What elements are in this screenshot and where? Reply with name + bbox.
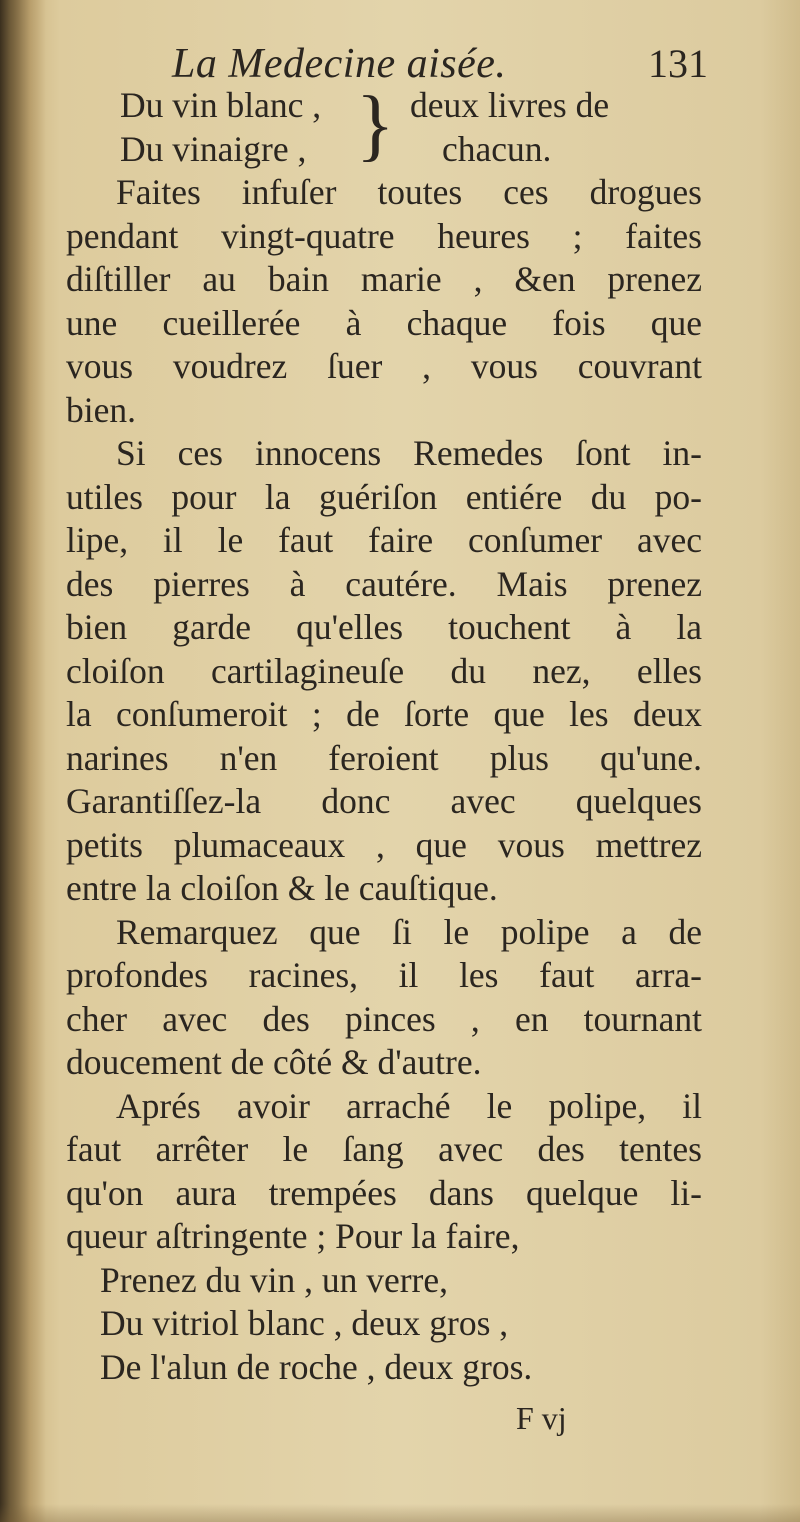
brace-right-item: deux livres de — [410, 85, 610, 125]
text-line: utiles pour la guériſon entiére du po- — [66, 476, 702, 517]
ingredient-brace-block — [120, 81, 702, 171]
brace-left-item: Du vinaigre , — [120, 128, 307, 169]
text-line: doucement de côté & d'autre. — [66, 1042, 482, 1082]
text-line: Si ces innocens Remedes ſont in- — [116, 433, 702, 473]
text-line: bien garde qu'elles touchent à la — [66, 607, 702, 647]
text-line: cher avec des pinces , en tournant — [66, 998, 702, 1039]
text-line: entre la cloiſon & le cauſtique. — [66, 868, 498, 908]
recipe-item: De l'alun de roche , deux gros. — [100, 1346, 533, 1387]
brace-left-items — [120, 84, 340, 171]
brace-left-item: Du vin blanc , — [120, 85, 322, 125]
text-line: Aprés avoir arraché le polipe, il — [116, 1085, 702, 1126]
text-line: narines n'en feroient plus qu'une. — [66, 737, 702, 778]
text-line: une cueillerée à chaque fois que — [66, 302, 702, 343]
recipe-item: Prenez du vin , un verre, — [100, 1259, 448, 1300]
text-line: pendant vingt-quatre heures ; faites — [66, 215, 702, 256]
recipe-list — [66, 1259, 702, 1390]
text-line: Remarquez que ſi le polipe a de — [116, 911, 702, 952]
text-line: qu'on aura trempées dans quelque li- — [66, 1172, 702, 1213]
text-line: des pierres à cautére. Mais prenez — [66, 563, 702, 604]
text-line: diſtiller au bain marie , &en prenez — [66, 259, 702, 299]
text-line: bien. — [66, 389, 136, 430]
paragraph-roots — [66, 911, 702, 1085]
curly-brace: } — [356, 81, 395, 169]
text-line: faut arrêter le ſang avec des tentes — [66, 1129, 702, 1169]
page-bottom-edge — [0, 1504, 800, 1522]
text-line: lipe, il le faut faire conſumer avec — [66, 520, 702, 560]
recipe-item: Du vitriol blanc , deux gros , — [100, 1303, 509, 1343]
text-line: petits plumaceaux , que vous mettrez — [66, 824, 702, 865]
text-line: cloiſon cartilagineuſe du nez, elles — [66, 650, 702, 691]
paragraph-cautery — [66, 432, 702, 911]
text-line: profondes racines, il les faut arra- — [66, 955, 702, 995]
brace-right-item: chacun. — [442, 128, 552, 169]
page-body — [66, 81, 702, 1389]
signature-mark: F vj — [516, 1400, 567, 1436]
brace-right-items — [410, 84, 700, 171]
text-line: Garantiſſez-la donc avec quelques — [66, 781, 702, 821]
binding-shadow — [0, 0, 46, 1522]
text-line: Faites infuſer toutes ces drogues — [116, 172, 702, 212]
paragraph-bleeding — [66, 1085, 702, 1259]
text-line: queur aſtringente ; Pour la faire, — [66, 1216, 520, 1256]
page-number: 131 — [648, 41, 708, 86]
text-line: la conſumeroit ; de ſorte que les deux — [66, 694, 702, 734]
text-line: vous voudrez ſuer , vous couvrant — [66, 346, 702, 386]
paragraph-infusion — [66, 171, 702, 432]
running-title: La Medecine aisée. — [172, 41, 507, 87]
